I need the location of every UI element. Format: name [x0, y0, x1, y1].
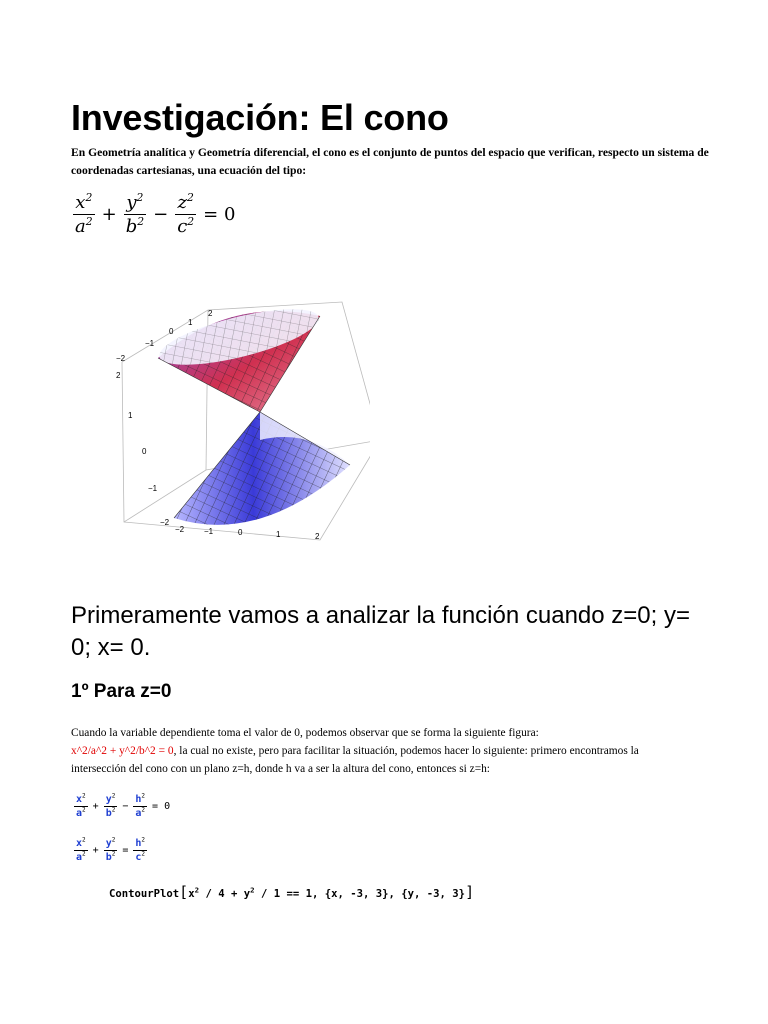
tick-top-m2: −2: [116, 354, 126, 363]
plus-sign: +: [101, 204, 117, 225]
equals-zero: = 0: [203, 204, 236, 225]
math-equation-2: $\frac{x^2}{a^2}$ + $\frac{y^2}{b^2}$ = $\frac{h^2}{c^2}$: [76, 836, 146, 863]
tick-top-0: 0: [169, 327, 174, 336]
fraction-x-a: $\frac{x^2}{a^2}$: [75, 191, 93, 237]
lower-cone-surface: [174, 412, 350, 525]
page-title: Investigación: El cono: [71, 97, 449, 138]
body-paragraph: [71, 724, 696, 778]
tick-bottom-0: 0: [238, 528, 243, 537]
tick-bottom-2: 2: [315, 532, 320, 541]
minus-sign: −: [153, 204, 169, 225]
tick-top-1: 1: [188, 318, 193, 327]
fraction-y-b: $\frac{y^2}{b^2}$: [125, 191, 145, 237]
paragraph-line1: Cuando la variable dependiente toma el valor de 0, podemos observar que se forma la siguiente figura:: [71, 727, 539, 739]
intro-paragraph: En Geometría analítica y Geometría diferencial, el cono es el conjunto de puntos del espacio que verifican, respecto un sistema de coordenadas cartesianas, una ecuación del tipo:: [71, 146, 709, 177]
tick-bottom-m2: −2: [175, 525, 185, 534]
section-subtitle: Primeramente vamos a analizar la función cuando z=0; y= 0; x= 0.: [71, 602, 690, 661]
tick-left-1: 1: [128, 411, 133, 420]
red-formula: x^2/a^2 + y^2/b^2 = 0: [71, 745, 174, 757]
tick-left-m2: −2: [160, 518, 170, 527]
upper-cone-surface: [155, 300, 324, 412]
section-heading: 1º Para z=0: [71, 681, 172, 702]
contourplot-code: $ContourPlot[x^2 / 4 + y^2 / 1 == 1$, {x, -3, 3}, {y, -3, 3}]: [109, 883, 475, 901]
math-equation-1: $\frac{x^2}{a^2}$ + $\frac{y^2}{b^2}$ − $\frac{h^2}{a^2}$ = 0: [76, 792, 171, 819]
tick-left-m1: −1: [148, 484, 158, 493]
tick-left-0: 0: [142, 447, 147, 456]
code-function: ContourPlot: [109, 888, 180, 900]
fraction-z-c: $\frac{z^2}{c^2}$: [177, 191, 195, 237]
tick-bottom-1: 1: [276, 530, 281, 539]
tick-top-m1: −1: [145, 339, 155, 348]
tick-left-2: 2: [116, 371, 121, 380]
paragraph-rest: , la cual no existe, pero para facilitar la situación, podemos hacer lo siguiente: primero encontramos la intersección del cono con un plano z=h, donde h va a ser la altura del cono, entonces si z=h:: [71, 745, 639, 775]
cone-equation: [70, 192, 239, 237]
tick-top-2: 2: [208, 309, 213, 318]
cone-3d-plot: [110, 300, 370, 550]
tick-bottom-m1: −1: [204, 527, 214, 536]
